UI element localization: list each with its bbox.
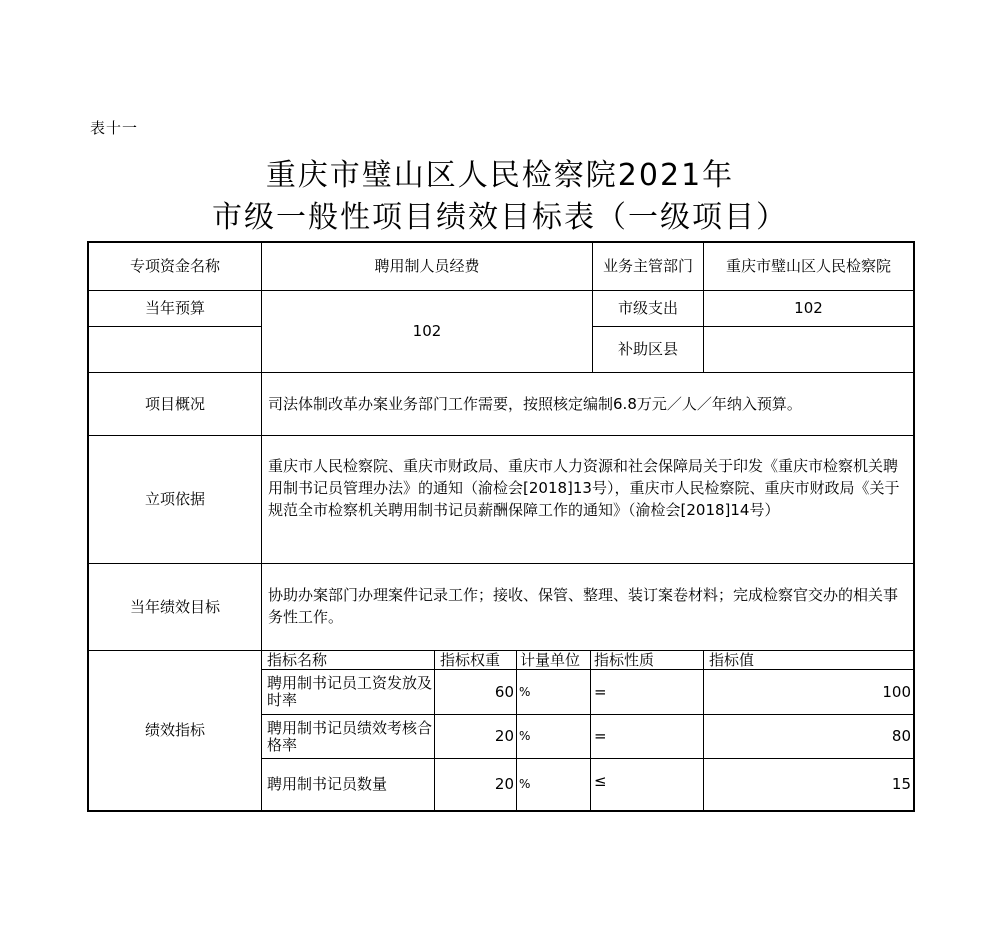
goal-label: 当年绩效目标 <box>129 597 220 616</box>
indicator-row-value: 15 <box>891 775 911 793</box>
basis-label: 立项依据 <box>144 490 205 508</box>
goal-text: 协助办案部门办理案件记录工作；接收、保管、整理、装订案卷材料；完成检察官交办的相关事务性工作。 <box>268 586 899 626</box>
fund-name-value: 聘用制人员经费 <box>374 257 480 275</box>
indicator-header-name: 指标名称 <box>267 650 328 669</box>
dept-label: 业务主管部门 <box>602 257 693 275</box>
budget-value: 102 <box>412 322 442 340</box>
indicator-row-weight: 20 <box>494 727 514 745</box>
page-title-line-1: 重庆市璧山区人民检察院2021年 <box>265 158 735 193</box>
indicator-row-value: 80 <box>891 727 911 745</box>
district-subsidy-value <box>704 327 913 372</box>
page-title-line-2: 市级一般性项目绩效目标表（一级项目） <box>212 200 788 235</box>
indicator-row-unit: % <box>519 684 531 699</box>
fund-name-label: 专项资金名称 <box>129 257 220 275</box>
indicator-header-unit: 计量单位 <box>520 650 581 669</box>
indicator-header-nature: 指标性质 <box>594 650 655 669</box>
indicator-row-nature: = <box>594 727 607 745</box>
overview-text: 司法体制改革办案业务部门工作需要，按照核定编制6.8万元／人／年纳入预算。 <box>268 394 802 413</box>
indicator-row-name: 聘用制书记员数量 <box>267 775 388 793</box>
indicator-row-name: 聘用制书记员绩效考核合格率 <box>267 718 433 754</box>
indicator-row-value: 100 <box>882 682 911 701</box>
indicator-row-nature: ≤ <box>594 772 607 790</box>
indicator-header-weight: 指标权重 <box>440 650 501 669</box>
basis-text: 重庆市人民检察院、重庆市财政局、重庆市人力资源和社会保障局关于印发《重庆市检察机关聘用制书记员管理办法》的通知（渝检会[2018]13号），重庆市人民检察院、重庆市财政局《关于规范全市检察机关聘用制书记员薪酬保障工作的通知》（渝检会[2018]14号） <box>268 457 900 519</box>
district-subsidy-label: 补助区县 <box>617 340 678 358</box>
indicator-header-value: 指标值 <box>709 650 755 669</box>
table-number: 表十一 <box>90 119 139 137</box>
indicator-row-nature: = <box>594 682 607 701</box>
indicator-row-weight: 60 <box>494 682 514 701</box>
city-expense-value: 102 <box>794 299 823 317</box>
city-expense-label: 市级支出 <box>617 299 678 317</box>
dept-value: 重庆市璧山区人民检察院 <box>725 257 891 275</box>
indicator-row-unit: % <box>519 729 531 743</box>
indicator-row-unit: % <box>519 777 531 791</box>
overview-label: 项目概况 <box>144 394 205 413</box>
indicator-row-weight: 20 <box>494 775 514 793</box>
indicator-row-name: 聘用制书记员工资发放及时率 <box>267 674 433 709</box>
budget-label: 当年预算 <box>144 299 205 317</box>
indicators-label: 绩效指标 <box>144 721 205 739</box>
